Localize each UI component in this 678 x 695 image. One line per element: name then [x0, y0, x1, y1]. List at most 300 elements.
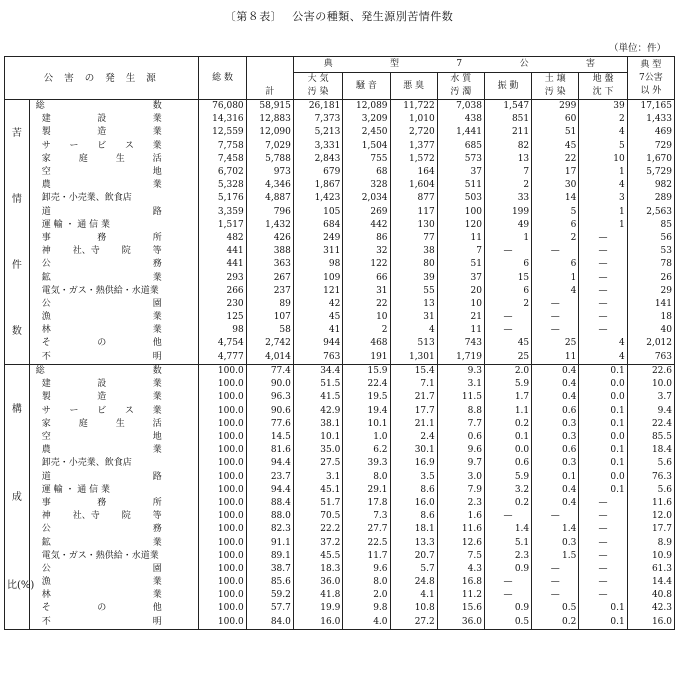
cell-water: 9.3 [437, 365, 484, 379]
cell-odor: 3.5 [390, 471, 437, 484]
cell-subsidence: — [579, 523, 627, 536]
cell-other: 78 [627, 258, 674, 271]
table-row [5, 418, 675, 431]
cell-vibration: 2.3 [484, 550, 531, 563]
table-row [5, 324, 675, 337]
cell-other: 42.3 [627, 602, 674, 615]
cell-other: 76.3 [627, 471, 674, 484]
side-label-char: 情 [11, 193, 22, 205]
cell-vibration: 7 [484, 166, 531, 179]
cell-noise: 9.8 [343, 602, 390, 615]
row-source-label: 不 明 [29, 616, 199, 630]
cell-water: 438 [437, 113, 484, 126]
cell-noise: 86 [343, 232, 390, 245]
cell-vibration: 13 [484, 153, 531, 166]
cell-total: 100.0 [199, 484, 246, 497]
cell-water: 1,719 [437, 351, 484, 365]
row-source-label: 空 地 [29, 431, 199, 444]
cell-soil: 0.5 [532, 602, 579, 615]
cell-total: 100.0 [199, 418, 246, 431]
cell-water: 2.3 [437, 497, 484, 510]
cell-noise: 269 [343, 206, 390, 219]
cell-soil: 0.3 [532, 457, 579, 470]
cell-water: 0.6 [437, 431, 484, 444]
cell-noise: 68 [343, 166, 390, 179]
cell-noise: 328 [343, 179, 390, 192]
cell-odor: 5.7 [390, 563, 437, 576]
cell-soil: 0.4 [532, 365, 579, 379]
cell-subsidence: 0.1 [579, 418, 627, 431]
cell-other: 17,165 [627, 100, 674, 114]
cell-total: 441 [199, 258, 246, 271]
header-total: 総 数 [199, 57, 246, 100]
cell-kei: 38.7 [246, 563, 293, 576]
cell-kei: 89 [246, 298, 293, 311]
cell-other: 85.5 [627, 431, 674, 444]
cell-noise: 19.4 [343, 405, 390, 418]
cell-odor: 21.1 [390, 418, 437, 431]
cell-odor: 877 [390, 192, 437, 205]
cell-kei: 4,887 [246, 192, 293, 205]
cell-air: 1,423 [293, 192, 342, 205]
cell-other: 982 [627, 179, 674, 192]
cell-odor: 8.6 [390, 510, 437, 523]
cell-other: 26 [627, 271, 674, 284]
cell-odor: 16.0 [390, 497, 437, 510]
cell-air: 121 [293, 285, 342, 298]
cell-soil: 30 [532, 179, 579, 192]
cell-noise: 22 [343, 298, 390, 311]
cell-odor: 1,572 [390, 153, 437, 166]
cell-kei: 7,029 [246, 140, 293, 153]
cell-subsidence: 5 [579, 140, 627, 153]
cell-kei: 88.4 [246, 497, 293, 510]
table-row [5, 271, 675, 284]
cell-odor: 164 [390, 166, 437, 179]
cell-noise: 39.3 [343, 457, 390, 470]
table-row [5, 536, 675, 549]
cell-air: 41.5 [293, 391, 342, 404]
cell-odor: 4.1 [390, 589, 437, 602]
table-row [5, 206, 675, 219]
cell-soil: — [532, 245, 579, 258]
cell-noise: 66 [343, 271, 390, 284]
cell-air: 10.1 [293, 431, 342, 444]
cell-water: 16.8 [437, 576, 484, 589]
cell-odor: 15.4 [390, 365, 437, 379]
cell-kei: 84.0 [246, 616, 293, 630]
cell-other: 141 [627, 298, 674, 311]
cell-odor: 77 [390, 232, 437, 245]
cell-vibration: 1,547 [484, 100, 531, 114]
row-source-label: 総 数 [29, 100, 199, 114]
header-group-char: 典 [323, 59, 335, 69]
cell-other: 16.0 [627, 616, 674, 630]
cell-odor: 10.8 [390, 602, 437, 615]
cell-air: 45.1 [293, 484, 342, 497]
cell-air: 51.7 [293, 497, 342, 510]
table-row [5, 298, 675, 311]
table-row [5, 497, 675, 510]
cell-air: 38.1 [293, 418, 342, 431]
header-group-char: 7 [456, 59, 465, 69]
cell-kei: 91.1 [246, 536, 293, 549]
row-source-label: 空 地 [29, 166, 199, 179]
cell-other: 5.6 [627, 484, 674, 497]
cell-noise: 17.8 [343, 497, 390, 510]
cell-soil: 4 [532, 285, 579, 298]
row-source-label: 林 業 [29, 324, 199, 337]
cell-noise: 8.0 [343, 576, 390, 589]
cell-air: 42 [293, 298, 342, 311]
cell-kei: 81.6 [246, 444, 293, 457]
cell-noise: 19.5 [343, 391, 390, 404]
cell-vibration: 0.5 [484, 616, 531, 630]
header-water: 水 質 汚 濁 [437, 73, 484, 100]
cell-soil: 0.3 [532, 418, 579, 431]
cell-noise: 29.1 [343, 484, 390, 497]
row-source-label: 鉱 業 [29, 271, 199, 284]
cell-soil: 1.5 [532, 550, 579, 563]
cell-kei: 14.5 [246, 431, 293, 444]
cell-soil: 0.4 [532, 378, 579, 391]
cell-total: 4,754 [199, 337, 246, 350]
cell-vibration: 25 [484, 351, 531, 365]
table-row [5, 365, 675, 379]
cell-total: 98 [199, 324, 246, 337]
cell-water: 11 [437, 232, 484, 245]
cell-vibration: 0.2 [484, 497, 531, 510]
cell-vibration: 5.9 [484, 378, 531, 391]
row-source-label: そ の 他 [29, 337, 199, 350]
cell-kei: 89.1 [246, 550, 293, 563]
cell-water: 3.0 [437, 471, 484, 484]
row-source-label: 建 設 業 [29, 378, 199, 391]
cell-soil: 0.6 [532, 405, 579, 418]
cell-kei: 388 [246, 245, 293, 258]
row-source-label: 神 社、寺 院 等 [29, 245, 199, 258]
cell-subsidence: — [579, 576, 627, 589]
header-soil: 土 壌 汚 染 [532, 73, 579, 100]
cell-soil: 0.3 [532, 536, 579, 549]
cell-vibration: 2 [484, 298, 531, 311]
cell-air: 3.1 [293, 471, 342, 484]
cell-water: 37 [437, 271, 484, 284]
cell-subsidence: — [579, 550, 627, 563]
cell-other: 2,563 [627, 206, 674, 219]
row-source-label: 不 明 [29, 351, 199, 365]
cell-kei: 94.4 [246, 457, 293, 470]
table-row [5, 602, 675, 615]
cell-noise: 6.2 [343, 444, 390, 457]
cell-odor: 39 [390, 271, 437, 284]
cell-total: 100.0 [199, 365, 246, 379]
cell-noise: 22.5 [343, 536, 390, 549]
cell-other: 8.9 [627, 536, 674, 549]
cell-kei: 1,432 [246, 219, 293, 232]
cell-air: 2,843 [293, 153, 342, 166]
row-source-label: 事 務 所 [29, 232, 199, 245]
cell-water: 9.6 [437, 444, 484, 457]
cell-vibration: 45 [484, 337, 531, 350]
row-source-label: 運 輸 ・ 通 信 業 [29, 484, 199, 497]
cell-other: 10.9 [627, 550, 674, 563]
cell-other: 14.4 [627, 576, 674, 589]
header-group-char: 公 [519, 59, 531, 69]
cell-noise: 11.7 [343, 550, 390, 563]
cell-kei: 82.3 [246, 523, 293, 536]
cell-air: 679 [293, 166, 342, 179]
header-air: 大 気 汚 染 [293, 73, 342, 100]
cell-noise: 32 [343, 245, 390, 258]
cell-total: 12,559 [199, 126, 246, 139]
cell-kei: 973 [246, 166, 293, 179]
table-row [5, 113, 675, 126]
cell-kei: 426 [246, 232, 293, 245]
cell-vibration: — [484, 510, 531, 523]
cell-vibration: 2 [484, 179, 531, 192]
cell-odor: 2.4 [390, 431, 437, 444]
row-source-label: サ ー ビ ス 業 [29, 140, 199, 153]
cell-subsidence: — [579, 311, 627, 324]
table-body [5, 100, 675, 630]
cell-vibration: — [484, 576, 531, 589]
table-row [5, 563, 675, 576]
table-row [5, 550, 675, 563]
cell-water: 11.5 [437, 391, 484, 404]
cell-odor: 13.3 [390, 536, 437, 549]
cell-water: 7.5 [437, 550, 484, 563]
cell-water: 11.2 [437, 589, 484, 602]
cell-soil: 6 [532, 219, 579, 232]
cell-total: 100.0 [199, 391, 246, 404]
table-row [5, 405, 675, 418]
cell-subsidence: — [579, 510, 627, 523]
cell-subsidence: 0.1 [579, 457, 627, 470]
cell-vibration: — [484, 324, 531, 337]
cell-subsidence: — [579, 258, 627, 271]
cell-odor: 38 [390, 245, 437, 258]
cell-other: 9.4 [627, 405, 674, 418]
cell-total: 482 [199, 232, 246, 245]
header-subsidence: 地 盤 沈 下 [579, 73, 627, 100]
table-row [5, 140, 675, 153]
cell-air: 26,181 [293, 100, 342, 114]
cell-air: 1,867 [293, 179, 342, 192]
cell-water: 1,441 [437, 126, 484, 139]
cell-soil: 22 [532, 153, 579, 166]
cell-soil: — [532, 324, 579, 337]
cell-odor: 27.2 [390, 616, 437, 630]
table-row [5, 457, 675, 470]
cell-total: 5,176 [199, 192, 246, 205]
table-row [5, 444, 675, 457]
side-label-char: 成 [11, 491, 22, 503]
row-source-label: 運 輸 ・ 通 信 業 [29, 219, 199, 232]
cell-kei: 57.7 [246, 602, 293, 615]
row-source-label: 公 園 [29, 563, 199, 576]
cell-air: 45.5 [293, 550, 342, 563]
cell-water: 36.0 [437, 616, 484, 630]
cell-noise: 10 [343, 311, 390, 324]
cell-subsidence: 0.1 [579, 616, 627, 630]
row-source-label: 家 庭 生 活 [29, 418, 199, 431]
cell-subsidence: 10 [579, 153, 627, 166]
row-source-label: 製 造 業 [29, 126, 199, 139]
cell-vibration: 49 [484, 219, 531, 232]
header-source: 公 害 の 発 生 源 [5, 57, 199, 100]
cell-soil: 0.6 [532, 444, 579, 457]
cell-subsidence: 0.0 [579, 431, 627, 444]
table-row [5, 100, 675, 114]
unit-label: （単位：件） [608, 43, 666, 54]
cell-total: 100.0 [199, 550, 246, 563]
cell-air: 18.3 [293, 563, 342, 576]
cell-air: 249 [293, 232, 342, 245]
complaints-table [4, 56, 675, 630]
cell-odor: 24.8 [390, 576, 437, 589]
cell-other: 18 [627, 311, 674, 324]
cell-total: 100.0 [199, 497, 246, 510]
cell-noise: 3,209 [343, 113, 390, 126]
cell-other: 10.0 [627, 378, 674, 391]
cell-other: 40 [627, 324, 674, 337]
table-title [0, 8, 678, 24]
cell-total: 100.0 [199, 510, 246, 523]
cell-kei: 4,346 [246, 179, 293, 192]
cell-noise: 4.0 [343, 616, 390, 630]
cell-subsidence: — [579, 563, 627, 576]
cell-soil: 1 [532, 271, 579, 284]
cell-air: 109 [293, 271, 342, 284]
header-odor: 悪 臭 [390, 73, 437, 100]
cell-other: 763 [627, 351, 674, 365]
cell-vibration: 6 [484, 258, 531, 271]
cell-subsidence: 0.0 [579, 378, 627, 391]
header-group-char: 害 [585, 59, 597, 69]
table-row [5, 391, 675, 404]
header-group-char: 型 [390, 59, 402, 69]
cell-total: 100.0 [199, 576, 246, 589]
cell-total: 100.0 [199, 405, 246, 418]
cell-air: 41 [293, 324, 342, 337]
cell-subsidence: 1 [579, 206, 627, 219]
cell-other: 85 [627, 219, 674, 232]
cell-total: 441 [199, 245, 246, 258]
cell-soil: 1.4 [532, 523, 579, 536]
section-side-label [5, 365, 35, 630]
cell-kei: 363 [246, 258, 293, 271]
cell-total: 1,517 [199, 219, 246, 232]
cell-kei: 94.4 [246, 484, 293, 497]
cell-noise: 1.0 [343, 431, 390, 444]
cell-kei: 96.3 [246, 391, 293, 404]
cell-soil: — [532, 298, 579, 311]
cell-air: 7,373 [293, 113, 342, 126]
cell-water: 7,038 [437, 100, 484, 114]
cell-air: 70.5 [293, 510, 342, 523]
cell-subsidence: 4 [579, 126, 627, 139]
table-row [5, 126, 675, 139]
cell-total: 100.0 [199, 457, 246, 470]
cell-total: 266 [199, 285, 246, 298]
table-row [5, 245, 675, 258]
cell-air: 944 [293, 337, 342, 350]
cell-noise: 22.4 [343, 378, 390, 391]
row-source-label: 農 業 [29, 179, 199, 192]
cell-soil: — [532, 311, 579, 324]
cell-soil: 45 [532, 140, 579, 153]
cell-air: 311 [293, 245, 342, 258]
cell-vibration: 0.0 [484, 444, 531, 457]
cell-kei: 23.7 [246, 471, 293, 484]
cell-water: 100 [437, 206, 484, 219]
cell-other: 5,729 [627, 166, 674, 179]
cell-total: 6,702 [199, 166, 246, 179]
cell-noise: 122 [343, 258, 390, 271]
cell-air: 16.0 [293, 616, 342, 630]
cell-total: 7,458 [199, 153, 246, 166]
cell-water: 11 [437, 324, 484, 337]
table-number: 〔第８表〕 [224, 10, 283, 23]
cell-soil: 14 [532, 192, 579, 205]
row-source-label: 建 設 業 [29, 113, 199, 126]
cell-air: 22.2 [293, 523, 342, 536]
cell-kei: 237 [246, 285, 293, 298]
cell-noise: 31 [343, 285, 390, 298]
cell-subsidence: — [579, 285, 627, 298]
cell-subsidence: 0.1 [579, 602, 627, 615]
cell-subsidence: 0.0 [579, 391, 627, 404]
cell-kei: 59.2 [246, 589, 293, 602]
cell-air: 19.9 [293, 602, 342, 615]
cell-subsidence: — [579, 298, 627, 311]
cell-water: 12.6 [437, 536, 484, 549]
table-row [5, 166, 675, 179]
cell-total: 4,777 [199, 351, 246, 365]
cell-vibration: 82 [484, 140, 531, 153]
header-noise: 騒 音 [343, 73, 390, 100]
section-side-label [5, 100, 30, 365]
cell-water: 3.1 [437, 378, 484, 391]
cell-subsidence: 1 [579, 219, 627, 232]
row-source-label: 農 業 [29, 444, 199, 457]
cell-vibration: 1.1 [484, 405, 531, 418]
cell-water: 9.7 [437, 457, 484, 470]
cell-subsidence: — [579, 232, 627, 245]
cell-vibration: 6 [484, 285, 531, 298]
cell-total: 100.0 [199, 616, 246, 630]
cell-air: 37.2 [293, 536, 342, 549]
row-source-label: 卸売・小売業、飲食店 [29, 192, 199, 205]
cell-soil: 25 [532, 337, 579, 350]
cell-kei: 77.6 [246, 418, 293, 431]
cell-vibration: 2.0 [484, 365, 531, 379]
table-row [5, 311, 675, 324]
cell-odor: 1,377 [390, 140, 437, 153]
cell-odor: 20.7 [390, 550, 437, 563]
cell-noise: 468 [343, 337, 390, 350]
cell-vibration: 1 [484, 232, 531, 245]
cell-vibration: 33 [484, 192, 531, 205]
row-source-label: 神 社、寺 院 等 [29, 510, 199, 523]
cell-soil: — [532, 510, 579, 523]
cell-water: 21 [437, 311, 484, 324]
cell-total: 100.0 [199, 444, 246, 457]
header-vibration: 振 動 [484, 73, 531, 100]
cell-water: 15.6 [437, 602, 484, 615]
cell-air: 763 [293, 351, 342, 365]
